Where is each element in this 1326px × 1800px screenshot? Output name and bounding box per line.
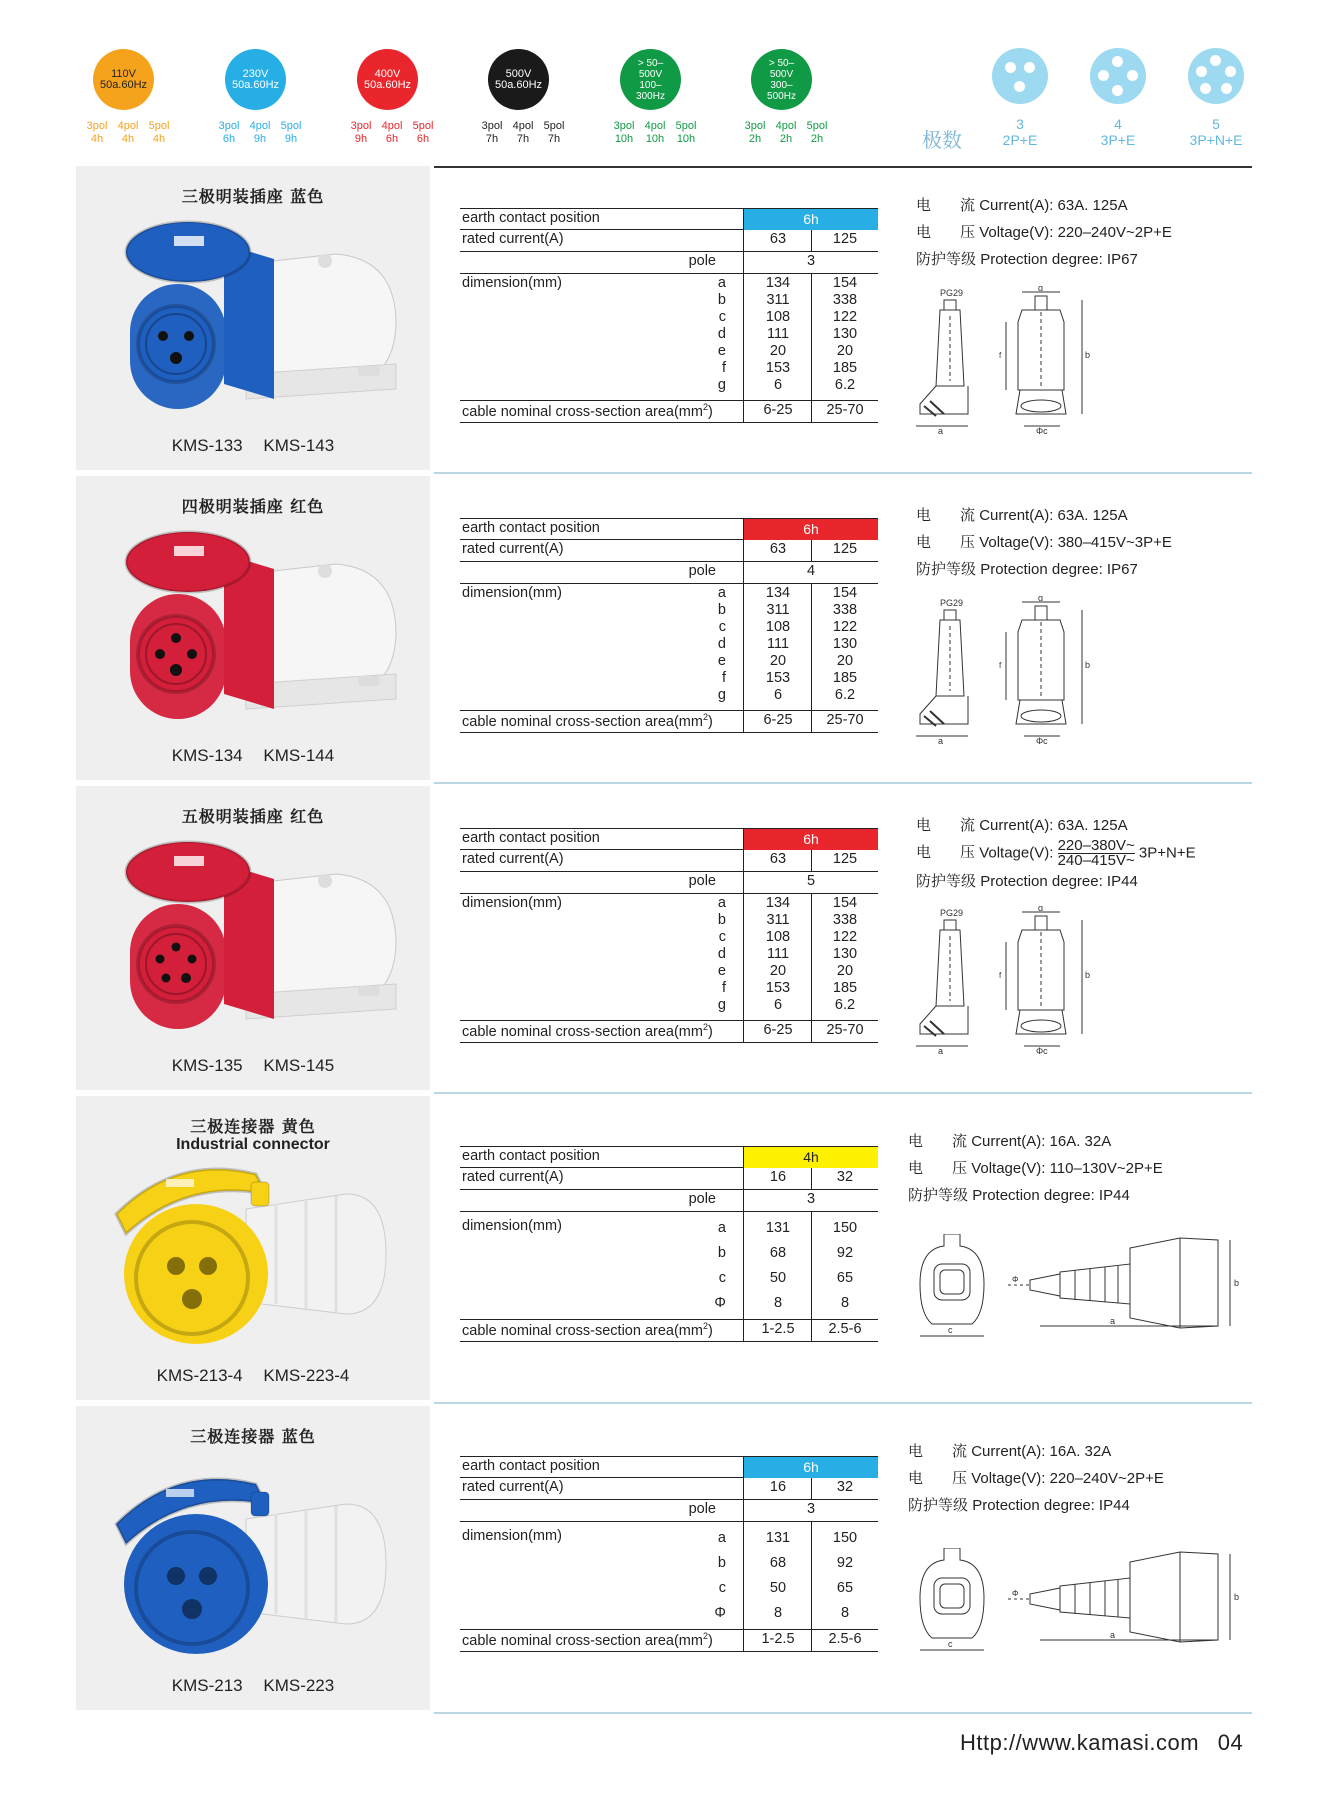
dim-letter: d [717,326,726,342]
pole-row: pole 5 [460,872,878,894]
dim-letter: a [717,1220,726,1236]
dim-value-small: 8 [773,1295,783,1311]
dim-value-small: 20 [769,343,787,359]
dim-value-large: 150 [832,1220,858,1236]
dim-value-large: 338 [832,912,858,928]
dim-letter: c [718,309,726,325]
section-divider [434,1402,1252,1404]
cable-row: cable nominal cross-section $area(mm^2)$ 6-25 25-70 [460,401,878,423]
svg-text:c: c [948,1325,953,1335]
svg-text:b: b [1085,350,1091,360]
dim-col-large [812,1526,878,1626]
cable-row: cable nominal cross-section $area(mm^2)$ 1-2.5 2.5-6 [460,1630,878,1652]
voltage-spec: 电 压 Voltage(V): 110–130V~2P+E [908,1160,1163,1177]
pole-4-icon [1090,48,1146,104]
dim-value-large: 20 [836,343,854,359]
section-title: 三极连接器 蓝色 [190,1427,316,1446]
pole-3-icon [992,48,1048,104]
dimension-row: dimension(mm) a b c Φ 131 68 50 8 150 92 65 8 [460,1212,878,1320]
spec-table [460,1096,878,1406]
dim-letter: e [717,653,726,669]
product-section-2 [0,476,1326,786]
pole-hour-3-1: 4pol 7h [512,120,534,145]
earth-badge: 6h [744,829,878,850]
dim-value-small: 6 [773,997,783,1013]
rated-row: rated current(A) 63 125 [460,850,878,872]
rated-row: rated current(A) 16 32 [460,1478,878,1500]
pole-hour-5-2: 5pol 2h [806,120,828,145]
voltage-circle-100-300hz: > 50– 500V 100– 300Hz [620,49,681,110]
pole-3-label: 3 2P+E [1002,116,1038,148]
pole-row: pole 3 [460,1190,878,1212]
dim-letter: c [718,619,726,635]
dim-value-large: 65 [836,1580,854,1596]
pole-row: pole 3 [460,1500,878,1522]
svg-text:a: a [938,1046,944,1056]
dim-value-small: 311 [766,292,790,308]
dim-value-large: 154 [832,585,858,601]
spec-table [460,786,878,1096]
product-image [96,524,416,729]
dim-value-small: 131 [765,1530,791,1546]
dim-value-large: 6.2 [834,997,856,1013]
dim-value-large: 92 [836,1245,854,1261]
section-divider [434,782,1252,784]
earth-row: earth contact position 4h [460,1146,878,1168]
dim-value-small: 108 [765,929,791,945]
dimension-drawing [900,1548,1326,1663]
rated-row: rated current(A) 16 32 [460,1168,878,1190]
svg-text:f: f [999,661,1002,670]
pole-5-icon [1188,48,1244,104]
dim-letter: c [718,1580,726,1596]
poles-heading: 极数 [922,130,962,152]
table-divider [811,850,812,872]
pole-hour-3-0: 3pol 7h [481,120,503,145]
dim-value-large: 338 [832,602,858,618]
product-section-4 [0,1096,1326,1406]
dim-letter: g [717,687,726,703]
protection-spec: 防护等级 Protection degree: IP67 [916,251,1138,268]
dim-value-small: 111 [766,326,790,342]
model-numbers: KMS-133 KMS-143 [171,436,335,455]
pole-hour-0-2: 5pol 4h [148,120,170,145]
voltage-circle-400v: 400V 50a.60Hz [357,49,418,110]
dim-value-small: 153 [765,670,791,686]
dim-letter: b [717,602,726,618]
table-divider [743,518,744,733]
dim-value-large: 185 [832,360,858,376]
table-divider [811,584,812,733]
dim-letter: f [721,980,726,996]
voltage-spec: 电 压 Voltage(V): 220–240V~2P+E [908,1470,1164,1487]
voltage-circle-300-500hz: > 50– 500V 300– 500Hz [751,49,812,110]
electrical-specs [908,1438,1164,1519]
voltage-circle-110v: 110V 50a.60Hz [93,49,154,110]
dimension-drawing [910,286,1110,441]
dim-value-small: 68 [769,1555,787,1571]
table-divider [811,894,812,1043]
dim-letter: Φ [714,1605,726,1621]
svg-text:a: a [1110,1316,1116,1326]
svg-text:PG29: PG29 [940,598,964,608]
product-section-5 [0,1406,1326,1716]
pole-hour-2-2: 5pol 6h [412,120,434,145]
spec-table [460,1406,878,1716]
section-divider [434,1092,1252,1094]
pole-hour-4-0: 3pol 10h [613,120,635,145]
protection-spec: 防护等级 Protection degree: IP44 [916,873,1138,890]
model-numbers: KMS-213 KMS-223 [171,1676,335,1695]
dim-col-large [812,895,878,1014]
earth-row: earth contact position 6h [460,518,878,540]
earth-row: earth contact position 6h [460,208,878,230]
dim-value-large: 122 [832,309,858,325]
page-number: 04 [1217,1730,1244,1755]
svg-text:PG29: PG29 [940,908,964,918]
table-divider [743,208,744,423]
table-divider [811,230,812,252]
dim-value-small: 111 [766,946,790,962]
dim-col-large [812,275,878,394]
svg-text:Φc: Φc [1036,736,1048,746]
table-divider [811,274,812,423]
dim-value-large: 20 [836,653,854,669]
dim-value-large: 8 [840,1295,850,1311]
voltage-circle-500v: 500V 50a.60Hz [488,49,549,110]
dim-value-small: 50 [769,1580,787,1596]
svg-text:Φc: Φc [1036,426,1048,436]
dim-value-large: 8 [840,1605,850,1621]
footer [960,1730,1243,1756]
table-divider [811,1522,812,1652]
product-image [96,1464,416,1669]
dim-value-small: 108 [765,309,791,325]
dim-value-small: 134 [765,275,791,291]
dimension-row: dimension(mm) a b c d e f g 134 311 108 111 20 153 6 154 338 122 130 20 185 6.2 [460,274,878,401]
dim-letter: e [717,343,726,359]
dim-letter: a [717,585,726,601]
earth-badge: 4h [744,1147,878,1168]
protection-spec: 防护等级 Protection degree: IP44 [908,1497,1130,1514]
dim-letter: c [718,929,726,945]
dimension-row: dimension(mm) a b c d e f g 134 311 108 111 20 153 6 154 338 122 130 20 185 6.2 [460,584,878,711]
dim-col-large [812,1216,878,1316]
pole-hour-0-1: 4pol 4h [117,120,139,145]
spec-table [460,476,878,786]
electrical-specs [916,502,1172,583]
cable-row: cable nominal cross-section $area(mm^2)$ 6-25 25-70 [460,711,878,733]
table-divider [743,828,744,1043]
dim-value-large: 130 [832,636,858,652]
dim-col-small [744,585,812,704]
product-section-1 [0,166,1326,476]
dim-value-large: 150 [832,1530,858,1546]
pole-row: pole 4 [460,562,878,584]
svg-text:a: a [938,426,944,436]
earth-badge: 6h [744,209,878,230]
section-title: 四极明装插座 红色 [181,497,325,516]
dim-letter: b [717,1245,726,1261]
svg-text:Φc: Φc [1036,1046,1048,1056]
pole-hour-1-2: 5pol 9h [280,120,302,145]
svg-text:a: a [938,736,944,746]
dimension-drawing [900,1234,1326,1349]
dim-value-small: 20 [769,653,787,669]
current-spec: 电 流 Current(A): 63A. 125A [916,817,1128,834]
svg-text:c: c [948,1639,953,1649]
pole-hour-2-1: 4pol 6h [381,120,403,145]
dim-value-large: 92 [836,1555,854,1571]
rated-row: rated current(A) 63 125 [460,540,878,562]
dim-col-small [744,1216,812,1316]
svg-text:d: d [1038,596,1044,603]
table-divider [811,1212,812,1342]
electrical-specs [916,192,1172,273]
dim-value-large: 65 [836,1270,854,1286]
model-numbers: KMS-135 KMS-145 [171,1056,335,1075]
dim-value-small: 311 [766,912,790,928]
dim-letter: d [717,946,726,962]
dim-letter: Φ [714,1295,726,1311]
voltage-spec: 电 压 Voltage(V): $\frac{220-380V\sim}{240-415V\sim}$ 3P+N+E [916,837,1196,869]
dim-value-small: 111 [766,636,790,652]
svg-text:d: d [1038,906,1044,913]
dim-col-small [744,1526,812,1626]
pole-hour-1-0: 3pol 6h [218,120,240,145]
dim-value-small: 311 [766,602,790,618]
dim-value-small: 108 [765,619,791,635]
current-spec: 电 流 Current(A): 63A. 125A [916,197,1128,214]
product-image [96,1154,416,1359]
cable-row: cable nominal cross-section $area(mm^2)$ 6-25 25-70 [460,1021,878,1043]
dim-letter: f [721,670,726,686]
dim-value-large: 6.2 [834,687,856,703]
dim-letter: g [717,377,726,393]
dim-letter: b [717,292,726,308]
dim-letters [714,1526,726,1626]
table-divider [811,1478,812,1500]
pole-row: pole 3 [460,252,878,274]
pole-hour-0-0: 3pol 4h [86,120,108,145]
dim-col-small [744,275,812,394]
product-section-3 [0,786,1326,1096]
dim-value-small: 20 [769,963,787,979]
section-divider [434,1712,1252,1714]
current-spec: 电 流 Current(A): 16A. 32A [908,1133,1112,1150]
voltage-spec: 电 压 Voltage(V): 380–415V~3P+E [916,534,1172,551]
voltage-legend [0,0,1326,170]
earth-badge: 6h [744,1457,878,1478]
dim-letter: b [717,912,726,928]
voltage-circle-230v: 230V 50a.60Hz [225,49,286,110]
pole-hour-3-2: 5pol 7h [543,120,565,145]
dim-value-large: 154 [832,895,858,911]
product-image [96,834,416,1039]
dim-value-small: 50 [769,1270,787,1286]
dim-letter: b [717,1555,726,1571]
electrical-specs [916,812,1196,895]
dim-letter: g [717,997,726,1013]
dim-value-large: 154 [832,275,858,291]
dim-value-large: 122 [832,929,858,945]
dim-letter: f [721,360,726,376]
dim-value-small: 134 [765,585,791,601]
section-title: 五极明装插座 红色 [181,807,325,826]
dim-letters [718,585,726,704]
protection-spec: 防护等级 Protection degree: IP44 [908,1187,1130,1204]
svg-text:f: f [999,971,1002,980]
dim-value-small: 131 [765,1220,791,1236]
cable-row: cable nominal cross-section $area(mm^2)$ 1-2.5 2.5-6 [460,1320,878,1342]
dim-value-small: 8 [773,1605,783,1621]
pole-hour-5-0: 3pol 2h [744,120,766,145]
dim-value-large: 122 [832,619,858,635]
rated-row: rated current(A) 63 125 [460,230,878,252]
section-title: 三极连接器 黄色 [190,1117,316,1136]
earth-badge: 6h [744,519,878,540]
dim-col-large [812,585,878,704]
earth-row: earth contact position 6h [460,828,878,850]
table-divider [743,1146,744,1342]
model-numbers: KMS-213-4 KMS-223-4 [156,1366,350,1385]
dim-value-small: 6 [773,687,783,703]
dim-letters [718,275,726,394]
current-spec: 电 流 Current(A): 63A. 125A [916,507,1128,524]
dimension-row: dimension(mm) a b c d e f g 134 311 108 111 20 153 6 154 338 122 130 20 185 6.2 [460,894,878,1021]
voltage-spec: 电 压 Voltage(V): 220–240V~2P+E [916,224,1172,241]
dim-letters [718,895,726,1014]
dim-letter: d [717,636,726,652]
svg-text:b: b [1085,970,1091,980]
dim-value-large: 130 [832,326,858,342]
dimension-row: dimension(mm) a b c Φ 131 68 50 8 150 92 65 8 [460,1522,878,1630]
dim-value-small: 68 [769,1245,787,1261]
dimension-drawing [910,906,1110,1061]
svg-text:Φ: Φ [1012,1275,1019,1284]
dim-letter: a [717,895,726,911]
pole-4-label: 4 3P+E [1100,116,1136,148]
dim-value-small: 134 [765,895,791,911]
section-subtitle: Industrial connector [176,1136,330,1153]
earth-row: earth contact position 6h [460,1456,878,1478]
dim-value-small: 153 [765,360,791,376]
protection-spec: 防护等级 Protection degree: IP67 [916,561,1138,578]
pole-5-label: 5 3P+N+E [1189,116,1243,148]
svg-text:d: d [1038,286,1044,293]
pole-hour-5-1: 4pol 2h [775,120,797,145]
spec-table [460,166,878,476]
table-divider [811,1168,812,1190]
svg-text:a: a [1110,1630,1116,1640]
current-spec: 电 流 Current(A): 16A. 32A [908,1443,1112,1460]
product-image [96,214,416,419]
pole-hour-1-1: 4pol 9h [249,120,271,145]
dim-value-large: 130 [832,946,858,962]
dimension-drawing [910,596,1110,751]
dim-letter: a [717,275,726,291]
svg-text:b: b [1085,660,1091,670]
dim-value-large: 6.2 [834,377,856,393]
svg-text:PG29: PG29 [940,288,964,298]
dim-value-large: 185 [832,670,858,686]
svg-text:Φ: Φ [1012,1589,1019,1598]
pole-hour-2-0: 3pol 9h [350,120,372,145]
dim-col-small [744,895,812,1014]
table-divider [743,1456,744,1652]
dim-letter: e [717,963,726,979]
svg-text:f: f [999,351,1002,360]
section-title: 三极明装插座 蓝色 [181,187,325,206]
section-divider [434,472,1252,474]
svg-text:b: b [1234,1278,1240,1288]
dim-value-large: 338 [832,292,858,308]
table-divider [811,540,812,562]
pole-hour-4-1: 4pol 10h [644,120,666,145]
dim-letters [714,1216,726,1316]
electrical-specs [908,1128,1163,1209]
dim-letter: c [718,1270,726,1286]
dim-letter: a [717,1530,726,1546]
pole-hour-4-2: 5pol 10h [675,120,697,145]
svg-text:b: b [1234,1592,1240,1602]
dim-value-small: 6 [773,377,783,393]
dim-value-large: 20 [836,963,854,979]
dim-value-small: 153 [765,980,791,996]
website-url[interactable]: Http://www.kamasi.com [960,1730,1200,1755]
dim-value-large: 185 [832,980,858,996]
model-numbers: KMS-134 KMS-144 [171,746,335,765]
